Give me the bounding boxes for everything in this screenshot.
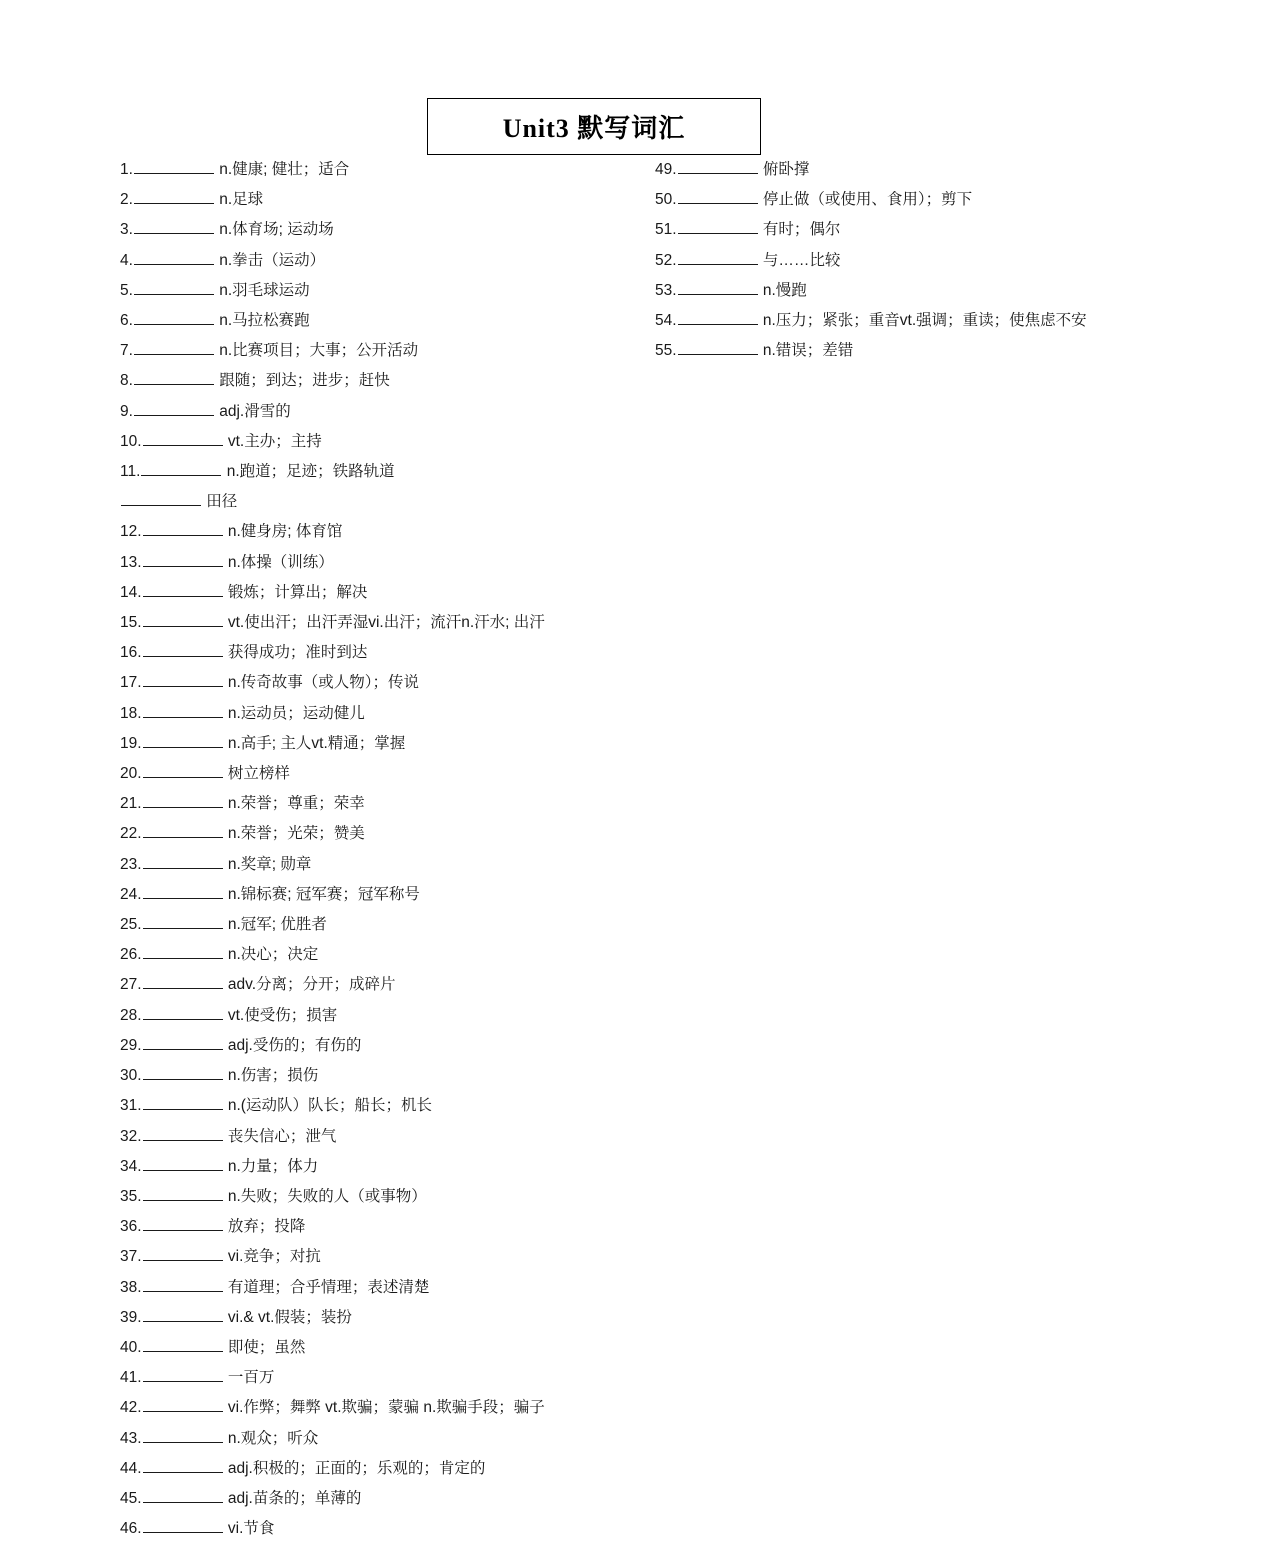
page-title: Unit3 默写词汇 xyxy=(502,114,686,143)
entry-gloss: adj.滑雪的 xyxy=(214,402,291,420)
entry-number: 38. xyxy=(120,1278,142,1296)
entry-gloss: 跟随；到达；进步；赶快 xyxy=(214,372,390,390)
entry-number: 40. xyxy=(120,1338,142,1356)
entry-gloss: n.荣誉；光荣；赞美 xyxy=(223,825,365,843)
entry-gloss: 丧失信心；泄气 xyxy=(223,1127,337,1145)
answer-blank[interactable] xyxy=(143,672,223,688)
vocabulary-entry xyxy=(120,940,650,970)
vocabulary-entry xyxy=(120,668,650,698)
vocabulary-entry xyxy=(120,366,650,396)
vocabulary-entry xyxy=(120,699,650,729)
entry-number: 39. xyxy=(120,1308,142,1326)
entry-gloss: 有道理；合乎情理；表述清楚 xyxy=(223,1278,430,1296)
answer-blank[interactable] xyxy=(143,883,223,899)
entry-number: 11. xyxy=(120,463,141,481)
entry-number: 21. xyxy=(120,795,142,813)
answer-blank[interactable] xyxy=(143,702,223,718)
answer-blank[interactable] xyxy=(143,1095,223,1111)
entry-number: 50. xyxy=(655,191,677,209)
entry-gloss: n.(运动队）队长；船长；机长 xyxy=(223,1097,432,1115)
entry-number: 25. xyxy=(120,916,142,934)
title-box xyxy=(427,98,761,155)
vocabulary-entry xyxy=(120,1182,650,1212)
answer-blank[interactable] xyxy=(143,1215,223,1231)
answer-blank[interactable] xyxy=(143,1306,223,1322)
answer-blank[interactable] xyxy=(143,913,223,929)
answer-blank[interactable] xyxy=(143,1064,223,1080)
vocabulary-entry xyxy=(120,1454,650,1484)
entry-number: 12. xyxy=(120,523,142,541)
answer-blank[interactable] xyxy=(134,188,214,204)
vocabulary-entry xyxy=(120,1001,650,1031)
vocabulary-entry xyxy=(120,1212,650,1242)
entry-number: 52. xyxy=(655,251,677,269)
answer-blank[interactable] xyxy=(143,430,223,446)
entry-gloss: n.体操（训练） xyxy=(223,553,334,571)
answer-blank[interactable] xyxy=(143,1487,223,1503)
entry-number: 42. xyxy=(120,1399,142,1417)
vocabulary-entry xyxy=(655,276,1215,306)
entry-gloss: 与……比较 xyxy=(758,251,841,269)
vocabulary-entry xyxy=(120,608,650,638)
entry-gloss: vt.使受伤；损害 xyxy=(223,1006,338,1024)
vocabulary-entry xyxy=(120,397,650,427)
answer-blank[interactable] xyxy=(134,309,214,325)
entry-number: 1. xyxy=(120,161,133,178)
entry-number: 14. xyxy=(120,583,142,601)
vocabulary-entry xyxy=(120,880,650,910)
answer-blank[interactable] xyxy=(143,642,223,658)
answer-blank[interactable] xyxy=(143,551,223,567)
answer-blank[interactable] xyxy=(143,581,223,597)
entry-gloss: n.锦标赛; 冠军赛；冠军称号 xyxy=(223,885,420,903)
vocabulary-entry xyxy=(120,1514,650,1544)
entry-gloss: adj.苗条的；单薄的 xyxy=(223,1489,362,1507)
entry-number: 5. xyxy=(120,281,133,299)
entry-number: 44. xyxy=(120,1459,142,1477)
vocabulary-entry xyxy=(120,1303,650,1333)
vocabulary-entry xyxy=(655,155,1215,185)
entry-number: 16. xyxy=(120,644,142,662)
vocabulary-entry xyxy=(120,548,650,578)
answer-blank[interactable] xyxy=(134,370,214,386)
answer-blank[interactable] xyxy=(143,974,223,990)
vocabulary-entry xyxy=(120,487,650,517)
answer-blank[interactable] xyxy=(678,188,758,204)
entry-gloss: n.伤害；损伤 xyxy=(223,1067,319,1085)
answer-blank[interactable] xyxy=(143,732,223,748)
entry-number: 23. xyxy=(120,855,142,873)
answer-blank[interactable] xyxy=(143,793,223,809)
entry-gloss: n.力量；体力 xyxy=(223,1157,319,1175)
entry-gloss: n.跑道；足迹；铁路轨道 xyxy=(222,463,395,481)
entry-gloss: n.马拉松赛跑 xyxy=(214,312,310,330)
answer-blank[interactable] xyxy=(143,1336,223,1352)
vocabulary-entry xyxy=(120,246,650,276)
vocabulary-entry xyxy=(120,578,650,608)
entry-gloss: n.比赛项目；大事；公开活动 xyxy=(214,342,419,360)
entry-gloss: vi.作弊；舞弊 vt.欺骗；蒙骗 n.欺骗手段；骗子 xyxy=(223,1399,545,1417)
entry-gloss: 放弃；投降 xyxy=(223,1218,306,1236)
vocabulary-entry xyxy=(655,306,1215,336)
vocabulary-entry xyxy=(655,336,1215,366)
answer-blank[interactable] xyxy=(143,1517,223,1533)
vocabulary-entry xyxy=(120,759,650,789)
answer-blank[interactable] xyxy=(121,491,201,507)
entry-gloss: n.传奇故事（或人物）；传说 xyxy=(223,674,420,692)
answer-blank[interactable] xyxy=(134,158,214,174)
entry-number: 13. xyxy=(120,553,142,571)
left-column xyxy=(120,155,650,1544)
vocabulary-entry xyxy=(120,1363,650,1393)
answer-blank[interactable] xyxy=(678,309,758,325)
answer-blank[interactable] xyxy=(143,853,223,869)
answer-blank[interactable] xyxy=(134,340,214,356)
answer-blank[interactable] xyxy=(678,249,758,265)
entry-gloss: vi.节食 xyxy=(223,1520,275,1538)
entry-gloss: n.错误；差错 xyxy=(758,342,854,360)
answer-blank[interactable] xyxy=(678,279,758,295)
vocabulary-entry xyxy=(120,1091,650,1121)
vocabulary-entry xyxy=(120,427,650,457)
entry-number: 10. xyxy=(120,432,142,450)
vocabulary-entry xyxy=(655,246,1215,276)
entry-number: 54. xyxy=(655,312,677,330)
entry-number: 45. xyxy=(120,1489,142,1507)
answer-blank[interactable] xyxy=(134,249,214,265)
entry-number: 34. xyxy=(120,1157,142,1175)
entry-number: 4. xyxy=(120,251,133,269)
entry-number: 7. xyxy=(120,342,133,360)
entry-gloss: adj.受伤的；有伤的 xyxy=(223,1036,362,1054)
vocabulary-entry xyxy=(120,1424,650,1454)
vocabulary-entry xyxy=(120,1333,650,1363)
entry-gloss: n.慢跑 xyxy=(758,281,807,299)
entry-gloss: adj.积极的；正面的；乐观的；肯定的 xyxy=(223,1459,486,1477)
entry-number: 36. xyxy=(120,1218,142,1236)
entry-gloss: n.决心；决定 xyxy=(223,946,319,964)
answer-blank[interactable] xyxy=(143,1004,223,1020)
vocabulary-entry xyxy=(120,1122,650,1152)
entry-number: 41. xyxy=(120,1369,142,1387)
entry-gloss: n.奖章; 勋章 xyxy=(223,855,312,873)
entry-number: 3. xyxy=(120,221,133,239)
entry-gloss: 锻炼；计算出；解决 xyxy=(223,583,368,601)
vocabulary-entry xyxy=(655,185,1215,215)
answer-blank[interactable] xyxy=(143,1246,223,1262)
answer-blank[interactable] xyxy=(678,219,758,235)
answer-blank[interactable] xyxy=(141,460,221,476)
vocabulary-entry xyxy=(120,276,650,306)
answer-blank[interactable] xyxy=(143,521,223,537)
answer-blank[interactable] xyxy=(678,158,758,174)
answer-blank[interactable] xyxy=(143,1155,223,1171)
vocabulary-entry xyxy=(120,729,650,759)
entry-number: 2. xyxy=(120,191,133,209)
entry-gloss: n.健康; 健壮；适合 xyxy=(214,161,350,178)
answer-blank[interactable] xyxy=(143,611,223,627)
entry-number: 27. xyxy=(120,976,142,994)
entry-gloss: n.失败；失败的人（或事物） xyxy=(223,1187,427,1205)
entry-number: 17. xyxy=(120,674,142,692)
answer-blank[interactable] xyxy=(143,1397,223,1413)
entry-gloss: vt.使出汗；出汗弄湿vi.出汗；流汗n.汗水; 出汗 xyxy=(223,614,545,632)
right-column xyxy=(655,155,1215,366)
vocabulary-entry xyxy=(120,910,650,940)
answer-blank[interactable] xyxy=(143,762,223,778)
entry-gloss: vi.& vt.假装；装扮 xyxy=(223,1308,352,1326)
entry-gloss: n.观众；听众 xyxy=(223,1429,319,1447)
entry-gloss: n.体育场; 运动场 xyxy=(214,221,334,239)
answer-blank[interactable] xyxy=(134,219,214,235)
entry-number: 19. xyxy=(120,734,142,752)
entry-gloss: 俯卧撑 xyxy=(758,161,810,178)
entry-number: 28. xyxy=(120,1006,142,1024)
entry-gloss: 树立榜样 xyxy=(223,765,290,783)
entry-gloss: vt.主办；主持 xyxy=(223,432,322,450)
entry-number: 6. xyxy=(120,312,133,330)
entry-gloss: 即使；虽然 xyxy=(223,1338,306,1356)
entry-number: 32. xyxy=(120,1127,142,1145)
vocabulary-entry xyxy=(120,1273,650,1303)
answer-blank[interactable] xyxy=(143,1125,223,1141)
entry-number: 29. xyxy=(120,1036,142,1054)
entry-gloss: n.健身房; 体育馆 xyxy=(223,523,343,541)
entry-number: 8. xyxy=(120,372,133,390)
entry-number: 22. xyxy=(120,825,142,843)
entry-gloss: 田径 xyxy=(202,493,238,511)
vocabulary-entry xyxy=(120,306,650,336)
entry-gloss: n.运动员；运动健儿 xyxy=(223,704,365,722)
entry-number: 49. xyxy=(655,161,677,178)
entry-gloss: n.荣誉；尊重；荣幸 xyxy=(223,795,365,813)
vocabulary-entry xyxy=(120,1152,650,1182)
entry-number: 20. xyxy=(120,765,142,783)
entry-number: 31. xyxy=(120,1097,142,1115)
entry-gloss: n.压力；紧张；重音vt.强调；重读；使焦虑不安 xyxy=(758,312,1087,330)
vocabulary-entry xyxy=(120,457,650,487)
entry-number: 37. xyxy=(120,1248,142,1266)
entry-gloss: 获得成功；准时到达 xyxy=(223,644,368,662)
entry-gloss: 一百万 xyxy=(223,1369,275,1387)
answer-blank[interactable] xyxy=(134,279,214,295)
vocabulary-entry xyxy=(120,970,650,1000)
entry-gloss: vi.竞争；对抗 xyxy=(223,1248,321,1266)
answer-blank[interactable] xyxy=(678,340,758,356)
entry-number: 51. xyxy=(655,221,677,239)
vocabulary-entry xyxy=(120,789,650,819)
entry-number: 26. xyxy=(120,946,142,964)
entry-gloss: 停止做（或使用、食用）；剪下 xyxy=(758,191,973,209)
answer-blank[interactable] xyxy=(143,1185,223,1201)
answer-blank[interactable] xyxy=(143,1366,223,1382)
vocabulary-entry xyxy=(120,1484,650,1514)
entry-number: 18. xyxy=(120,704,142,722)
entry-gloss: 有时；偶尔 xyxy=(758,221,841,239)
answer-blank[interactable] xyxy=(134,400,214,416)
answer-blank[interactable] xyxy=(143,1034,223,1050)
entry-number: 9. xyxy=(120,402,133,420)
entry-gloss: n.高手; 主人vt.精通；掌握 xyxy=(223,734,406,752)
vocabulary-entry xyxy=(120,1031,650,1061)
entry-number: 53. xyxy=(655,281,677,299)
vocabulary-entry xyxy=(120,638,650,668)
entry-number: 46. xyxy=(120,1520,142,1538)
vocabulary-entry xyxy=(120,155,650,185)
answer-blank[interactable] xyxy=(143,823,223,839)
vocabulary-entry xyxy=(120,1242,650,1272)
vocabulary-entry xyxy=(120,850,650,880)
answer-blank[interactable] xyxy=(143,1276,223,1292)
entry-gloss: n.拳击（运动） xyxy=(214,251,326,269)
entry-number: 43. xyxy=(120,1429,142,1447)
vocabulary-entry xyxy=(120,517,650,547)
answer-blank[interactable] xyxy=(143,1427,223,1443)
vocabulary-entry xyxy=(120,1393,650,1423)
vocabulary-entry xyxy=(120,1061,650,1091)
entry-gloss: n.羽毛球运动 xyxy=(214,281,310,299)
entry-gloss: adv.分离；分开；成碎片 xyxy=(223,976,396,994)
vocabulary-entry xyxy=(655,215,1215,245)
entry-number: 55. xyxy=(655,342,677,360)
entry-gloss: n.足球 xyxy=(214,191,264,209)
vocabulary-entry xyxy=(120,185,650,215)
entry-gloss: n.冠军; 优胜者 xyxy=(223,916,327,934)
answer-blank[interactable] xyxy=(143,944,223,960)
vocabulary-entry xyxy=(120,215,650,245)
entry-number: 24. xyxy=(120,885,142,903)
entry-number: 30. xyxy=(120,1067,142,1085)
vocabulary-entry xyxy=(120,336,650,366)
answer-blank[interactable] xyxy=(143,1457,223,1473)
entry-number: 15. xyxy=(120,614,142,632)
vocabulary-entry xyxy=(120,819,650,849)
entry-number: 35. xyxy=(120,1187,142,1205)
